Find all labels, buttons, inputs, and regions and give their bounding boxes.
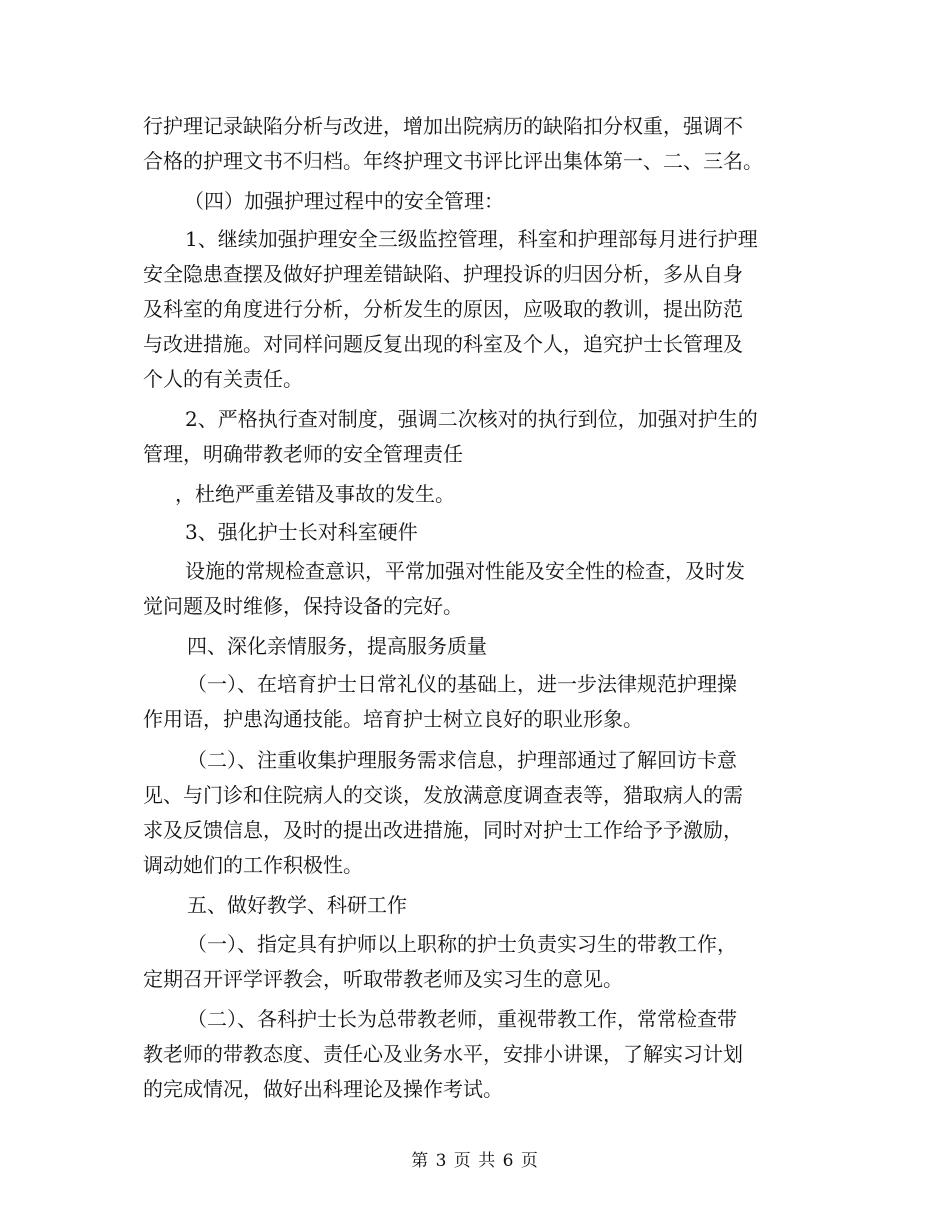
text-line: 与改进措施。对同样问题反复出现的科室及个人，追究护士长管理及 (143, 332, 743, 356)
paragraph-p1 (143, 109, 807, 179)
text-line: 3、强化护士长对科室硬件 (185, 520, 418, 544)
text-line: 2、严格执行查对制度，强调二次核对的执行到位，加强对护生的 (185, 407, 758, 431)
section-heading: 四、深化亲情服务，提高服务质量 (187, 634, 487, 658)
text-line: （一）、指定具有护师以上职称的护士负责实习生的带教工作， (187, 932, 737, 956)
text-line: 个人的有关责任。 (143, 367, 303, 391)
section-heading: 五、做好教学、科研工作 (187, 893, 407, 917)
paragraph-p4 (143, 402, 807, 472)
text-line: 及科室的角度进行分析，分析发生的原因，应吸取的教训，提出防范 (143, 297, 743, 321)
paragraph-p2 (143, 184, 807, 219)
text-line: ，杜绝严重差错及事故的发生。 (175, 482, 455, 506)
text-line: 求及反馈信息，及时的提出改进措施，同时对护士工作给予予激励， (143, 818, 743, 842)
paragraph-p5 (143, 477, 807, 512)
text-line: 行护理记录缺陷分析与改进，增加出院病历的缺陷扣分权重，强调不 (143, 114, 743, 138)
text-line: 作用语，护患沟通技能。培育护士树立良好的职业形象。 (143, 707, 643, 731)
text-line: 合格的护理文书不归档。年终护理文书评比评出集体第一、二、三名。 (143, 149, 763, 173)
text-line: 设施的常规检查意识，平常加强对性能及安全性的检查，及时发 (185, 559, 745, 583)
paragraph-p13 (143, 1002, 807, 1107)
text-line: （四）加强护理过程中的安全管理： (184, 189, 504, 213)
text-line: 安全隐患查摆及做好护理差错缺陷、护理投诉的归因分析，多从自身 (143, 262, 743, 286)
paragraph-p10 (143, 743, 807, 883)
paragraph-p11 (143, 888, 807, 923)
page-number: 第 3 页 共 6 页 (411, 1151, 539, 1171)
text-line: 觉问题及时维修，保持设备的完好。 (143, 594, 463, 618)
paragraph-p7 (143, 554, 807, 624)
text-line: 见、与门诊和住院病人的交谈，发放满意度调查表等，猎取病人的需 (143, 783, 743, 807)
text-line: 的完成情况，做好出科理论及操作考试。 (143, 1077, 503, 1101)
paragraph-p12 (143, 927, 807, 997)
text-line: 教老师的带教态度、责任心及业务水平，安排小讲课，了解实习计划 (143, 1042, 743, 1066)
text-line: （二）、注重收集护理服务需求信息，护理部通过了解回访卡意 (187, 748, 737, 772)
text-line: 管理，明确带教老师的安全管理责任 (143, 442, 463, 466)
text-line: 调动她们的工作积极性。 (143, 853, 363, 877)
paragraph-p9 (143, 667, 807, 737)
text-line: 定期召开评学评教会，听取带教老师及实习生的意见。 (143, 967, 623, 991)
text-line: （一）、在培育护士日常礼仪的基础上，进一步法律规范护理操 (187, 672, 737, 696)
text-line: （二）、各科护士长为总带教老师，重视带教工作，常常检查带 (187, 1007, 737, 1031)
paragraph-p8 (143, 629, 807, 664)
text-line: 1、继续加强护理安全三级监控管理，科室和护理部每月进行护理 (185, 227, 758, 251)
paragraph-p6 (143, 515, 807, 550)
paragraph-p3 (143, 222, 807, 397)
